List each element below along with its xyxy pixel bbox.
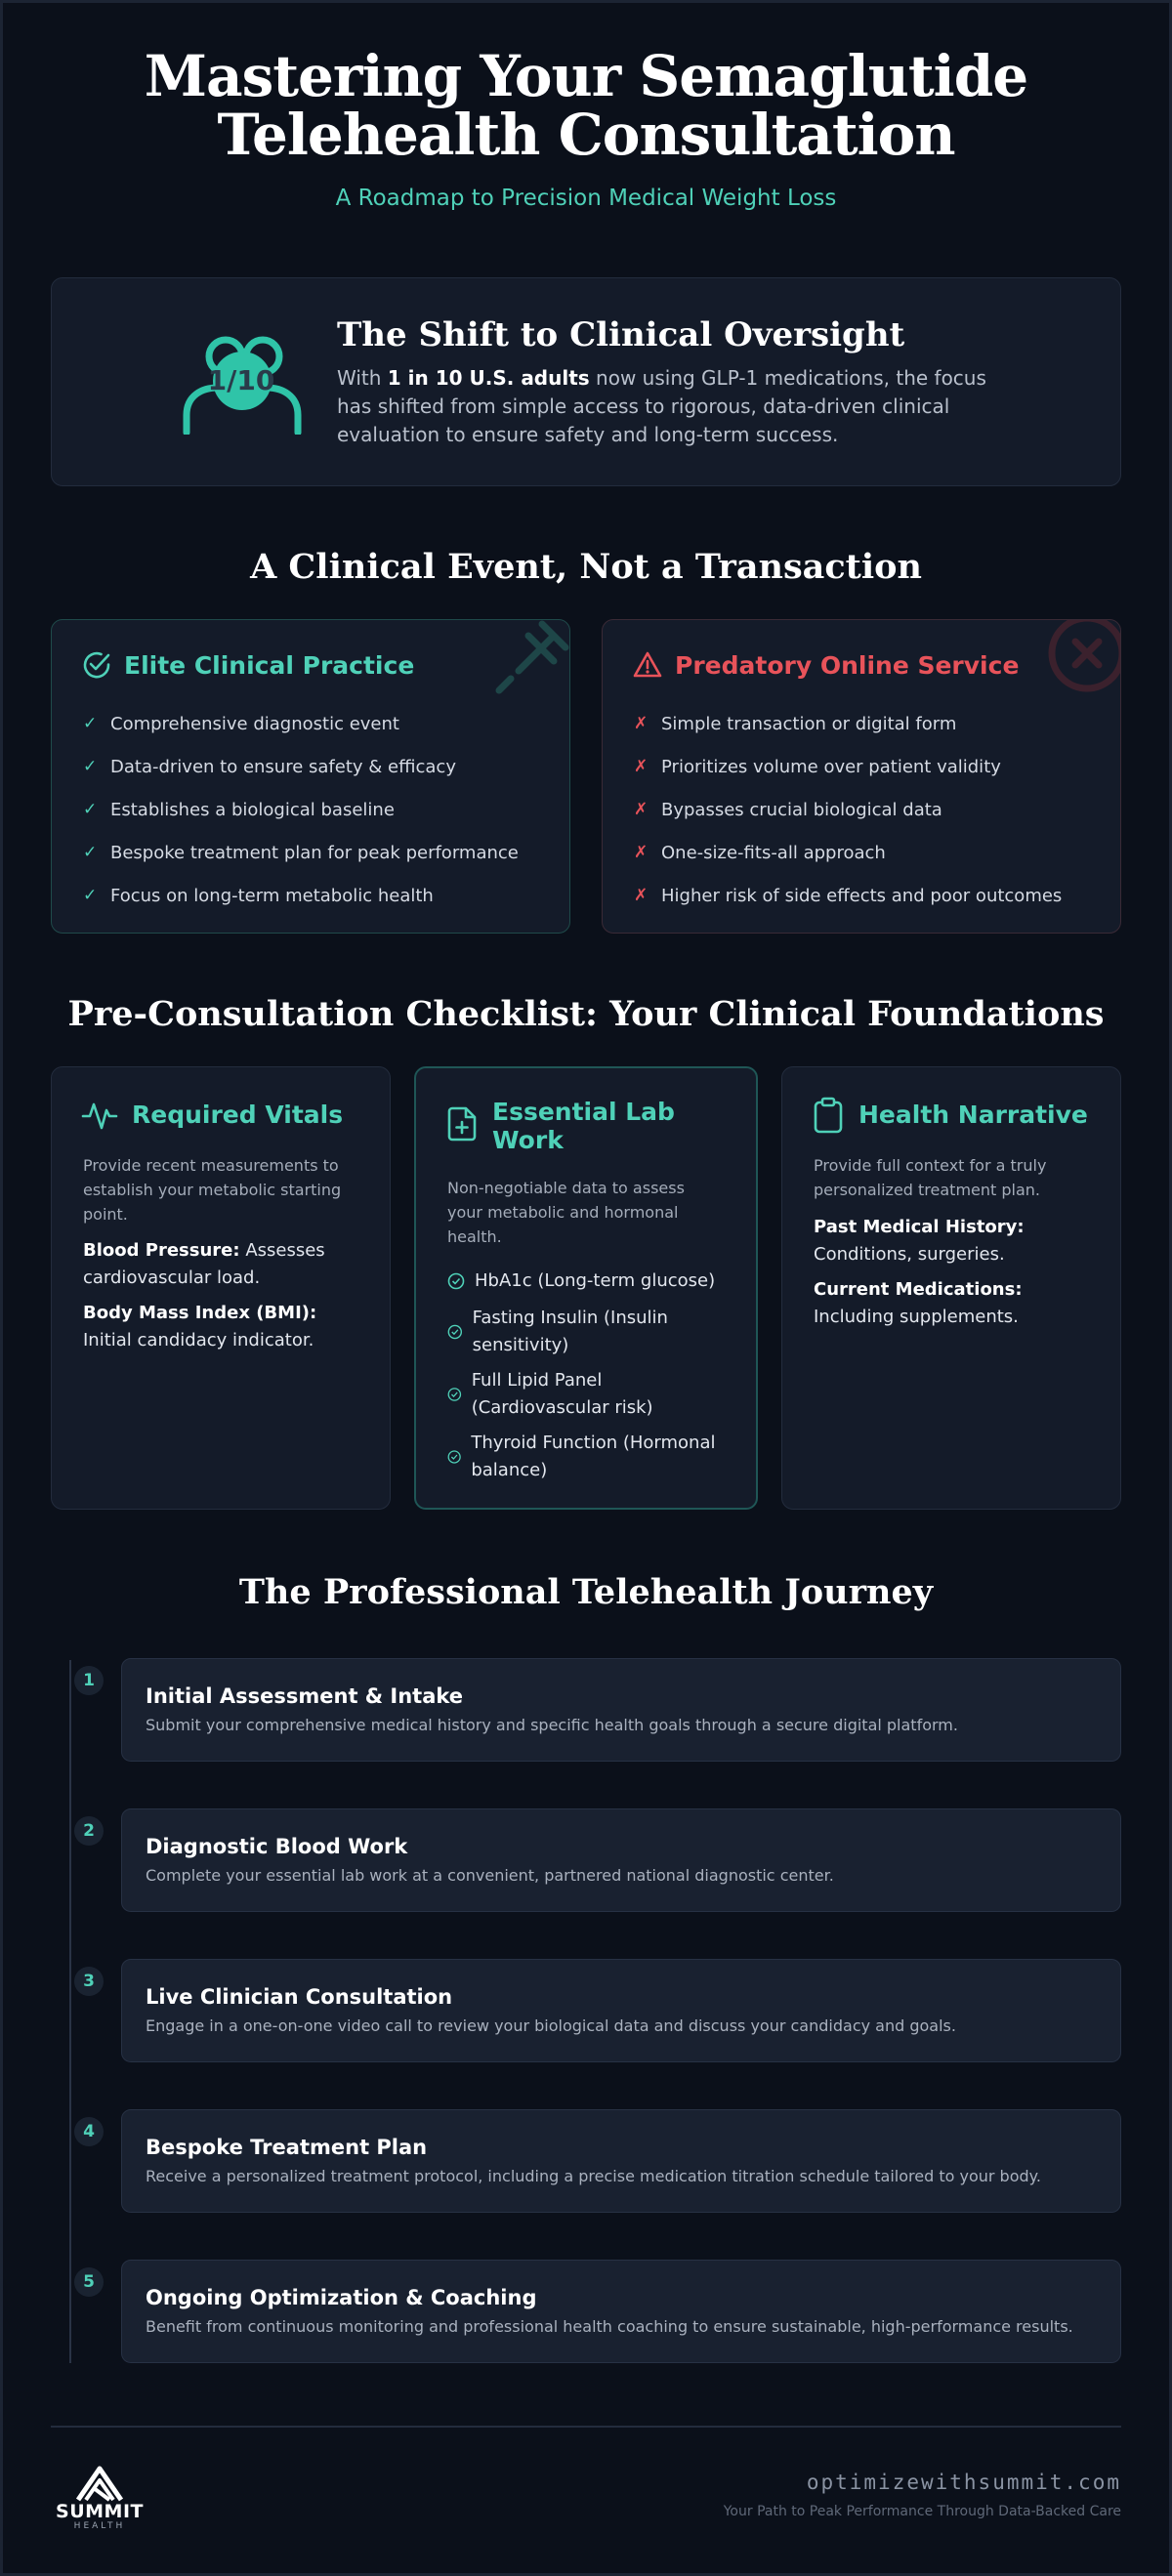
required-vitals-title: Required Vitals [132,1101,344,1129]
list-item: ✗ One-size-fits-all approach [634,842,886,863]
step-number: 1 [74,1666,104,1695]
title-line-2: Telehealth Consultation [217,102,955,168]
step-desc: Complete your essential lab work at a convenient, partnered national diagnostic center. [146,1866,834,1885]
step-desc: Submit your comprehensive medical history and specific health goals through a secure digital platform. [146,1716,958,1734]
page-subtitle: A Roadmap to Precision Medical Weight Loss [335,186,837,211]
pulse-icon [81,1097,118,1134]
essential-lab-work-desc: Non-negotiable data to assess your metabolic and hormonal health. [447,1179,685,1246]
list-item: ✗ Bypasses crucial biological data [634,799,942,820]
vitals-item: Body Mass Index (BMI): Initial candidacy indicator. [83,1303,317,1350]
predatory-service-card [602,619,1121,934]
step-title: Ongoing Optimization & Coaching [146,2286,537,2309]
step-number: 5 [74,2267,104,2297]
step-desc: Benefit from continuous monitoring and professional health coaching to ensure sustainable, high-performance results. [146,2317,1073,2336]
list-item: ✓ Establishes a biological baseline [83,799,395,820]
logo-sub: HEALTH [73,2521,126,2531]
step-number: 2 [74,1816,104,1846]
journey-step [121,2109,1121,2213]
check-circle-icon [447,1272,465,1290]
step-number: 4 [74,2117,104,2146]
essential-lab-work-title: Essential Lab Work [492,1098,675,1154]
check-circle-icon [447,1386,462,1403]
predatory-service-title: Predatory Online Service [675,650,1020,680]
list-item: ✓ Comprehensive diagnostic event [83,713,399,734]
vitals-item: Blood Pressure: Assesses cardiovascular load. [83,1240,325,1288]
list-item: ✗ Simple transaction or digital form [634,713,957,734]
journey-step [121,1658,1121,1762]
elite-practice-card [51,619,570,934]
step-title: Diagnostic Blood Work [146,1835,408,1858]
list-item: Fasting Insulin (Insulin sensitivity) [447,1301,731,1363]
elite-practice-list [83,702,519,917]
step-title: Bespoke Treatment Plan [146,2136,428,2159]
narrative-item: Past Medical History: Conditions, surgeries. [814,1217,1025,1265]
check-circle-icon [447,1448,461,1466]
step-desc: Receive a personalized treatment protocol, including a precise medication titration schedule tailored to your body. [146,2167,1041,2185]
footer-tagline: Your Path to Peak Performance Through Data-Backed Care [723,2504,1121,2519]
step-desc: Engage in a one-on-one video call to review your biological data and discuss your candidacy and goals. [146,2016,956,2035]
warning-triangle-icon [632,649,663,681]
intro-title: The Shift to Clinical Oversight [337,315,905,354]
narrative-item: Current Medications: Including supplements. [814,1279,1023,1327]
list-item: ✓ Data-driven to ensure safety & efficacy [83,756,456,777]
list-item: ✓ Bespoke treatment plan for peak performance [83,842,519,863]
required-vitals-desc: Provide recent measurements to establish your metabolic starting point. [83,1156,342,1224]
intro-highlight: 1 in 10 U.S. adults [387,366,590,390]
website-link[interactable]: optimizewithsummit.com [806,2471,1121,2494]
intro-stat: 1/10 [207,364,275,396]
logo-name: SUMMIT [56,2501,144,2522]
required-vitals-card [51,1066,391,1510]
footer-divider [51,2426,1121,2428]
essential-lab-work-card [414,1066,758,1510]
check-circle-icon [81,649,112,681]
journey-step [121,1808,1121,1912]
health-narrative-title: Health Narrative [858,1101,1088,1129]
journey-step [121,2260,1121,2363]
list-item: ✓ Focus on long-term metabolic health [83,885,434,906]
intro-body: With 1 in 10 U.S. adults now using GLP-1 medications, the focus has shifted from simple access to rigorous, data-driven clinical evaluation to ensure safety and long-term success. [337,366,986,446]
journey-heading: The Professional Telehealth Journey [238,1572,934,1612]
comparison-heading: A Clinical Event, Not a Transaction [250,547,922,587]
list-item: HbA1c (Long-term glucose) [447,1262,731,1301]
list-item: Thyroid Function (Hormonal balance) [447,1426,731,1488]
title-line-1: Mastering Your Semaglutide [144,43,1028,109]
intro-card [51,277,1121,486]
timeline-line [69,1660,71,2363]
step-number: 3 [74,1967,104,1996]
step-title: Live Clinician Consultation [146,1985,453,2009]
journey-step [121,1959,1121,2062]
clipboard-icon [812,1097,845,1134]
list-item: Full Lipid Panel (Cardiovascular risk) [447,1363,731,1426]
list-item: ✗ Higher risk of side effects and poor outcomes [634,885,1063,906]
page-title [0,43,1172,168]
plug-icon [489,619,570,700]
health-narrative-card [781,1066,1121,1510]
list-item: ✗ Prioritizes volume over patient validity [634,756,1001,777]
lab-list [447,1262,731,1488]
close-circle-icon [1040,619,1121,700]
step-title: Initial Assessment & Intake [146,1684,464,1708]
document-plus-icon [445,1105,479,1143]
predatory-service-list [634,702,1062,917]
elite-practice-title: Elite Clinical Practice [124,650,415,680]
health-narrative-desc: Provide full context for a truly personalized treatment plan. [814,1156,1047,1199]
check-circle-icon [447,1323,463,1341]
checklist-heading: Pre-Consultation Checklist: Your Clinical Foundations [67,994,1105,1034]
